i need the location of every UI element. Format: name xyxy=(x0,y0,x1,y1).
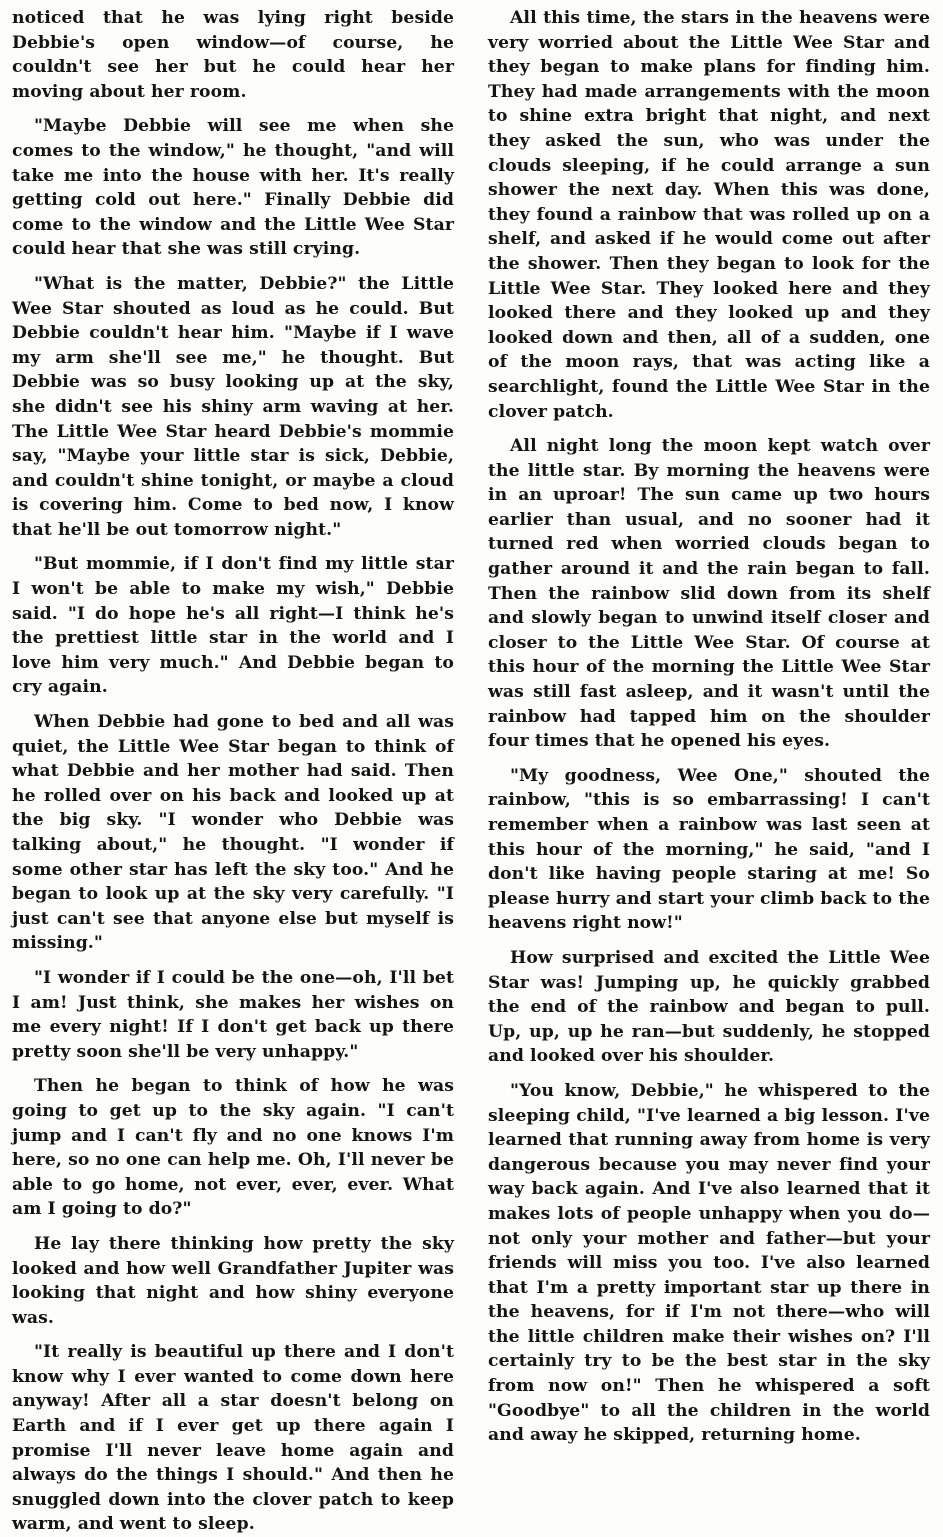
paragraph: When Debbie had gone to bed and all was quiet, the Little Wee Star began to think of what Debbie and her mother had said. Then he rolled over on his back and looked up at the big sky. "I wonder who Debbie was talking about," he thought. "I wonder if some other star has left the sky too." And he began to look up at the sky very carefully. "I just can't see that anyone else but myself is missing." xyxy=(12,712,454,954)
right-text-column xyxy=(488,6,930,1446)
paragraph: "But mommie, if I don't find my little star I won't be able to make my wish," Debbie said. "I do hope he's all right—I think he's the prettiest little star in the world and I love him very much." And Debbie began to cry again. xyxy=(12,554,454,698)
paragraph: He lay there thinking how pretty the sky looked and how well Grandfather Jupiter was looking that night and how shiny everyone was. xyxy=(12,1233,454,1328)
paragraph: All night long the moon kept watch over the little star. By morning the heavens were in an uproar! The sun came up two hours earlier than usual, and no sooner had it turned red when worried clouds began to gather around it and the rain began to fall. Then the rainbow slid down from its shelf and slowly began to unwind itself closer and closer to the Little Wee Star. Of course at this hour of the morning the Little Wee Star was still fast asleep, and it wasn't until the rainbow had tapped him on the shoulder four times that he opened his eyes. xyxy=(488,436,930,752)
paragraph: How surprised and excited the Little Wee Star was! Jumping up, he quickly grabbed the end of the rainbow and began to pull. Up, up, up he ran—but suddenly, he stopped and looked over his shoulder. xyxy=(488,947,930,1067)
paragraph: noticed that he was lying right beside Debbie's open window—of course, he couldn't see her but he could hear her moving about her room. xyxy=(12,8,454,102)
paragraph: "It really is beautiful up there and I don't know why I ever wanted to come down here anyway! After all a star doesn't belong on Earth and if I ever get up there again I promise I'll never leave home again and always do the things I should." And then he snuggled down into the clover patch to keep warm, and went to sleep. xyxy=(12,1342,454,1535)
paragraph: "Maybe Debbie will see me when she comes to the window," he thought, "and will take me into the house with her. It's really getting cold out here." Finally Debbie did come to the window and the Little Wee Star could hear that she was still crying. xyxy=(12,116,454,260)
paragraph: Then he began to think of how he was going to get up to the sky again. "I can't jump and I can't fly and no one knows I'm here, so no one can help me. Oh, I'll never be able to go home, not ever, ever, ever. What am I going to do?" xyxy=(12,1076,454,1220)
paragraph: "What is the matter, Debbie?" the Little Wee Star shouted as loud as he could. But Debbie couldn't hear him. "Maybe if I wave my arm she'll see me," he thought. But Debbie was so busy looking up at the sky, she didn't see his shiny arm waving at her. The Little Wee Star heard Debbie's mommie say, "Maybe your little star is sick, Debbie, and couldn't shine tonight, or maybe a cloud is covering him. Come to bed now, I know that he'll be out tomorrow night." xyxy=(12,273,454,540)
left-text-column xyxy=(12,6,454,1535)
paragraph: "I wonder if I could be the one—oh, I'll bet I am! Just think, she makes her wishes on me every night! If I don't get back up there pretty soon she'll be very unhappy." xyxy=(12,967,454,1062)
paragraph: All this time, the stars in the heavens were very worried about the Little Wee Star and they began to make plans for finding him. They had made arrangements with the moon to shine extra bright that night, and next they asked the sun, who was under the clouds sleeping, if he could arrange a sun shower the next day. When this was done, they found a rainbow that was rolled up on a shelf, and asked if he would come out after the shower. Then they began to look for the Little Wee Star. They looked here and they looked there and they looked up and they looked down and then, all of a sudden, one of the moon rays, that was acting like a searchlight, found the Little Wee Star in the clover patch. xyxy=(488,8,930,422)
paragraph: "My goodness, Wee One," shouted the rainbow, "this is so embarrassing! I can't remember when a rainbow was last seen at this hour of the morning," he said, "and I don't like having people staring at me! So please hurry and start your climb back to the heavens right now!" xyxy=(488,765,930,934)
paragraph: "You know, Debbie," he whispered to the sleeping child, "I've learned a big lesson. I've learned that running away from home is very dangerous because you may never find your way back again. And I've also learned that it makes lots of people unhappy when you do—not only your mother and father—but your friends will miss you too. I've also learned that I'm a pretty important star up there in the heavens, for if I'm not there—who will the little children make their wishes on? I'll certainly try to be the best star in the sky from now on!" Then he whispered a soft "Goodbye" to all the children in the world and away he skipped, returning home. xyxy=(488,1080,930,1446)
